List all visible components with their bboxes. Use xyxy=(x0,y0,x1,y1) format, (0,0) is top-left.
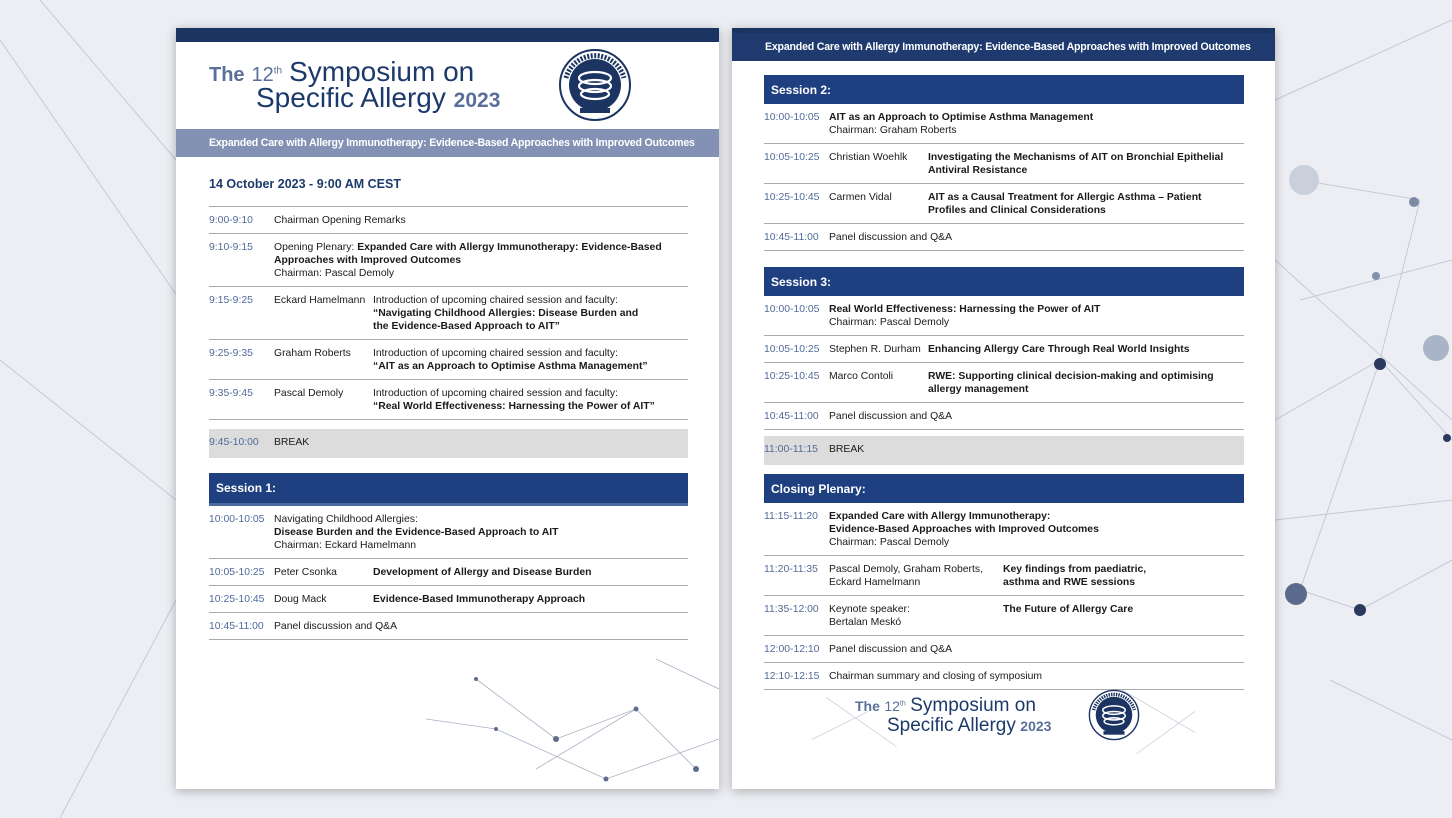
row-speaker: Graham Roberts xyxy=(274,348,351,359)
schedule-row xyxy=(209,287,688,340)
schedule-row xyxy=(209,586,688,613)
row-title: Panel discussion and Q&A xyxy=(274,621,398,632)
row-time: 10:05-10:25 xyxy=(764,344,820,355)
schedule-row xyxy=(764,104,1244,144)
row-speaker: Stephen R. Durham xyxy=(829,344,921,355)
row-time: 10:00-10:05 xyxy=(209,514,265,525)
symposium-seal-logo-footer xyxy=(1088,689,1140,741)
row-speaker: Pascal Demoly xyxy=(274,388,344,399)
row-time: 12:00-12:10 xyxy=(764,644,820,655)
row-speaker: Carmen Vidal xyxy=(829,192,892,203)
schedule-row xyxy=(209,234,688,287)
row-time: 10:25-10:45 xyxy=(209,594,265,605)
row-description: Navigating Childhood Allergies: Disease Burden and the Evidence-Based Approach to AIT Chairman: Eckard Hamelmann xyxy=(274,514,559,551)
row-time: 10:00-10:05 xyxy=(764,112,820,123)
symposium-logo-title-footer: The 12th Symposium on Specific Allergy 2023 xyxy=(855,695,1052,736)
row-speaker: Eckard Hamelmann xyxy=(274,295,366,306)
row-time: 10:25-10:45 xyxy=(764,192,820,203)
program-page-right xyxy=(732,28,1275,789)
row-time: 10:45-11:00 xyxy=(764,411,819,422)
row-speaker: Peter Csonka xyxy=(274,567,337,578)
row-time: 10:05-10:25 xyxy=(209,567,265,578)
logo-year: 2023 xyxy=(453,89,501,112)
break-label: BREAK xyxy=(829,444,865,455)
network-decoration xyxy=(176,619,719,789)
schedule-row xyxy=(764,503,1244,556)
subtitle-bar xyxy=(176,129,719,157)
logo-line2: Specific Allergy xyxy=(256,82,446,113)
session-3-header: Session 3: xyxy=(764,267,1244,296)
row-speaker: Keynote speaker: Bertalan Meskó xyxy=(829,604,910,628)
subtitle-text: Expanded Care with Allergy Immunotherapy: Evidence-Based Approaches with Improved Outcomes xyxy=(209,137,695,149)
row-description: Introduction of upcoming chaired session and faculty: “Real World Effectiveness: Harnessing the Power of AIT” xyxy=(373,388,655,412)
schedule-row xyxy=(764,224,1244,251)
schedule-list-right xyxy=(764,75,1244,690)
schedule-row xyxy=(764,636,1244,663)
row-time: 11:20-11:35 xyxy=(764,564,818,575)
row-description: Key findings from paediatric, asthma and RWE sessions xyxy=(1003,564,1147,588)
schedule-row xyxy=(764,336,1244,363)
row-time: 9:10-9:15 xyxy=(209,242,253,253)
row-time: 10:45-11:00 xyxy=(764,232,819,243)
schedule-row xyxy=(209,506,688,559)
schedule-list-left xyxy=(209,206,688,640)
top-strip xyxy=(176,28,719,42)
row-title: Evidence-Based Immunotherapy Approach xyxy=(373,594,586,605)
row-description: AIT as a Causal Treatment for Allergic Asthma – Patient Profiles and Clinical Considerations xyxy=(928,192,1202,216)
row-time: 10:05-10:25 xyxy=(764,152,820,163)
row-time: 10:45-11:00 xyxy=(209,621,264,632)
row-time: 12:10-12:15 xyxy=(764,671,820,682)
date-heading: 14 October 2023 - 9:00 AM CEST xyxy=(209,177,401,191)
row-time: 11:15-11:20 xyxy=(764,511,818,522)
row-time: 9:00-9:10 xyxy=(209,215,253,226)
row-description: Real World Effectiveness: Harnessing the Power of AIT Chairman: Pascal Demoly xyxy=(829,304,1101,328)
row-description: Introduction of upcoming chaired session and faculty: “AIT as an Approach to Optimise Asthma Management” xyxy=(373,348,648,372)
row-description: AIT as an Approach to Optimise Asthma Management Chairman: Graham Roberts xyxy=(829,112,1094,136)
symposium-logo-title xyxy=(209,58,500,112)
logo-the: The xyxy=(209,64,245,86)
schedule-row xyxy=(764,556,1244,596)
schedule-row xyxy=(209,380,688,420)
row-time: 9:15-9:25 xyxy=(209,295,253,306)
row-time: 11:00-11:15 xyxy=(764,444,818,455)
row-time: 9:25-9:35 xyxy=(209,348,253,359)
row-title: Chairman Opening Remarks xyxy=(274,215,406,226)
symposium-seal-logo xyxy=(558,48,632,122)
row-title: Development of Allergy and Disease Burden xyxy=(373,567,592,578)
session-2-header: Session 2: xyxy=(764,75,1244,104)
schedule-row xyxy=(209,206,688,234)
break-label: BREAK xyxy=(274,437,310,448)
row-speaker: Pascal Demoly, Graham Roberts, Eckard Hamelmann xyxy=(829,564,983,588)
row-speaker: Doug Mack xyxy=(274,594,327,605)
row-description: RWE: Supporting clinical decision-making and optimising allergy management xyxy=(928,371,1214,395)
schedule-row xyxy=(764,296,1244,336)
subtitle-text: Expanded Care with Allergy Immunotherapy: Evidence-Based Approaches with Improved Outcomes xyxy=(765,41,1251,53)
row-title: The Future of Allergy Care xyxy=(1003,604,1134,615)
break-row xyxy=(764,436,1244,465)
logo-line1: Symposium on xyxy=(289,56,475,87)
row-speaker: Marco Contoli xyxy=(829,371,894,382)
schedule-row xyxy=(209,559,688,586)
schedule-row xyxy=(209,340,688,380)
row-time: 11:35-12:00 xyxy=(764,604,819,615)
row-title: Chairman summary and closing of symposium xyxy=(829,671,1043,682)
schedule-row xyxy=(764,403,1244,430)
schedule-row xyxy=(764,184,1244,224)
break-row xyxy=(209,429,688,458)
schedule-row xyxy=(764,596,1244,636)
logo-number: 12th xyxy=(251,64,283,86)
row-description: Expanded Care with Allergy Immunotherapy: Evidence-Based Approaches with Improved Outcomes Chairman: Pascal Demoly xyxy=(829,511,1099,548)
row-time: 10:00-10:05 xyxy=(764,304,820,315)
program-page-left xyxy=(176,28,719,789)
closing-plenary-header: Closing Plenary: xyxy=(764,474,1244,503)
row-title: Panel discussion and Q&A xyxy=(829,411,953,422)
row-title: Enhancing Allergy Care Through Real World Insights xyxy=(928,344,1190,355)
row-speaker: Christian Woehlk xyxy=(829,152,908,163)
schedule-row xyxy=(764,144,1244,184)
row-title: Panel discussion and Q&A xyxy=(829,232,953,243)
row-time: 10:25-10:45 xyxy=(764,371,820,382)
row-time: 9:45-10:00 xyxy=(209,437,259,448)
row-description: Opening Plenary: Expanded Care with Allergy Immunotherapy: Evidence-Based Approaches with Improved Outcomes Chairman: Pascal Demoly xyxy=(274,242,662,279)
row-description: Introduction of upcoming chaired session and faculty: “Navigating Childhood Allergies: Disease Burden and the Evidence-Based Approach to AIT” xyxy=(373,295,639,332)
schedule-row xyxy=(764,363,1244,403)
session-1-header: Session 1: xyxy=(209,473,688,506)
row-title: Panel discussion and Q&A xyxy=(829,644,953,655)
subtitle-bar xyxy=(732,33,1275,61)
row-description: Investigating the Mechanisms of AIT on Bronchial Epithelial Antiviral Resistance xyxy=(928,152,1224,176)
row-time: 9:35-9:45 xyxy=(209,388,253,399)
